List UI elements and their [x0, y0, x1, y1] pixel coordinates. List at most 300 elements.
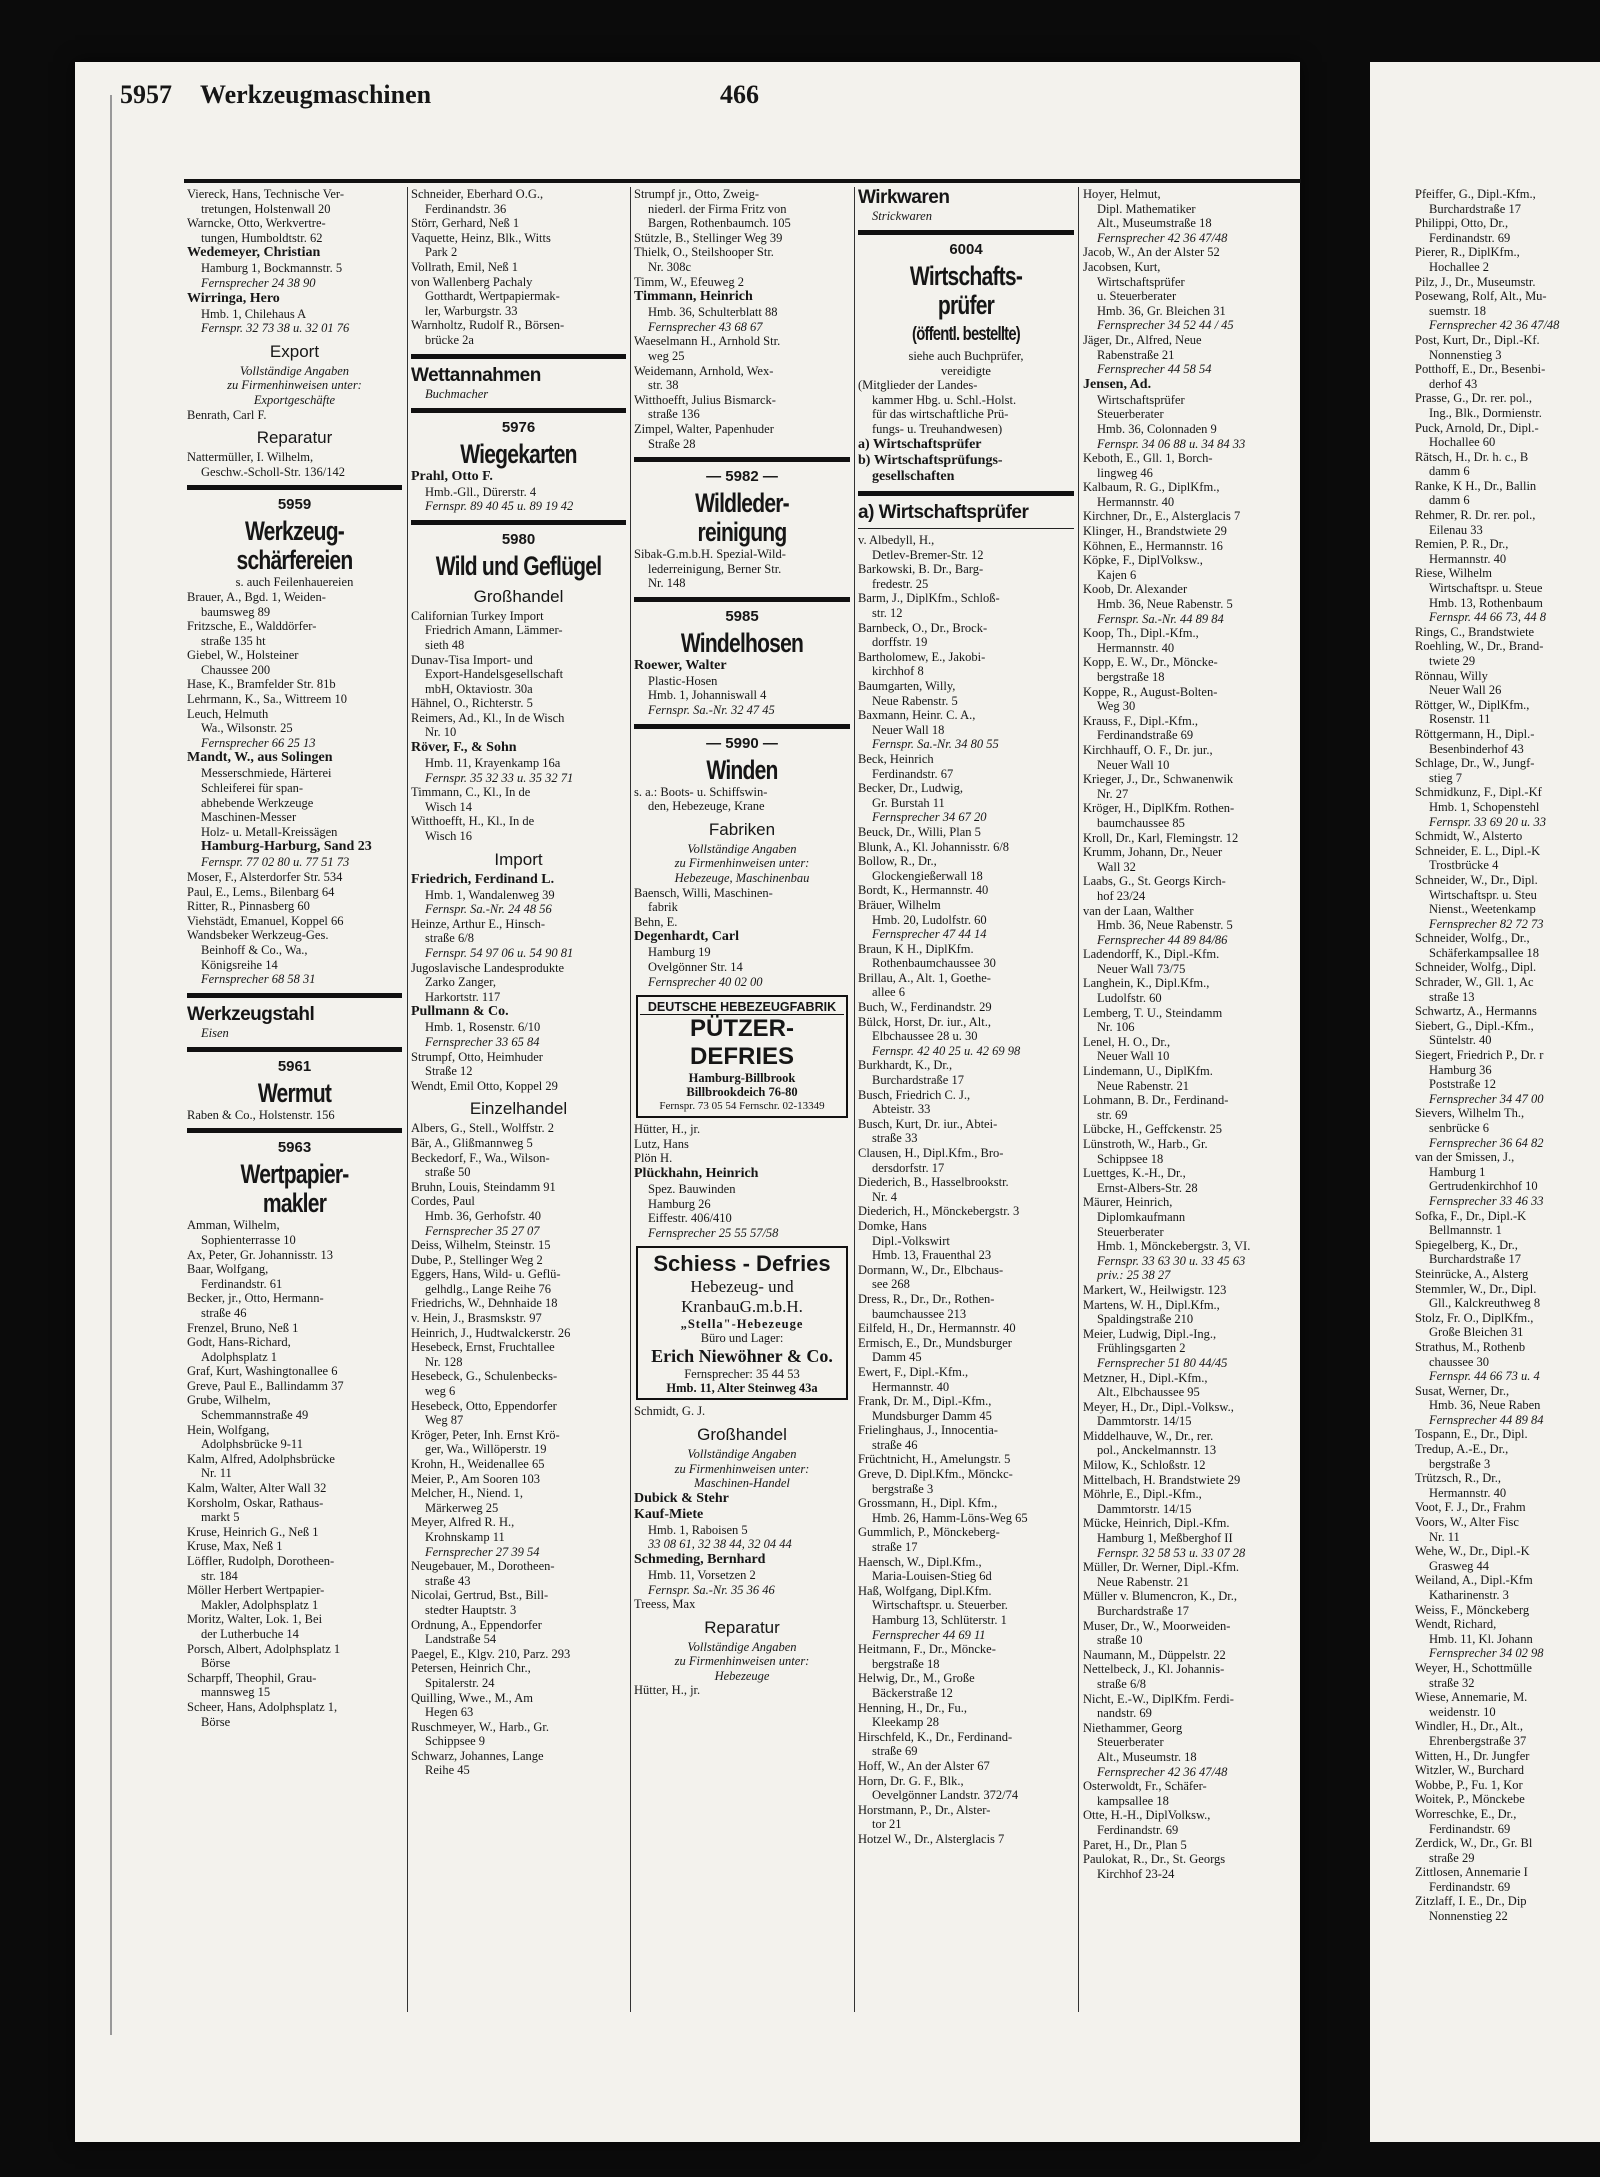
directory-entry-line: Fernspr. Sa.-Nr. 32 47 45 [648, 703, 775, 718]
directory-entry-line: Hamburg-Harburg, Sand 23 [201, 839, 372, 855]
directory-entry-line: Fernsprecher 42 36 47/48 [1097, 230, 1228, 245]
directory-entry-line: Moser, F., Alsterdorfer Str. 534 [187, 870, 343, 884]
directory-entry-line: Maria-Louisen-Stieg 6d [872, 1569, 992, 1584]
directory-entry-line: Jäger, Dr., Alfred, Neue [1083, 332, 1202, 347]
directory-entry-line: Schmidkunz, F., Dipl.-Kf [1415, 785, 1542, 800]
directory-entry-line: Roehling, W., Dr., Brand- [1415, 639, 1544, 654]
directory-entry-line: Gr. Burstah 11 [872, 795, 945, 810]
directory-entry-line: Meyer, Alfred R. H., [411, 1515, 515, 1530]
directory-entry-line: Adolphsplatz 1 [201, 1349, 278, 1364]
directory-entry-line: Siegert, Friedrich P., Dr. r [1415, 1048, 1544, 1063]
directory-entry-line: Witten, H., Dr. Jungfer [1415, 1748, 1530, 1763]
directory-entry-line: s. auch Feilenhauereien [235, 575, 354, 590]
directory-entry-line: Osterwoldt, Fr., Schäfer- [1083, 1779, 1207, 1794]
directory-entry-line: Grossmann, H., Dipl. Kfm., [858, 1496, 998, 1511]
directory-entry-line: Hoff, W., An der Alster 67 [858, 1758, 990, 1773]
directory-entry-line: Fernsprecher 34 67 20 [872, 810, 987, 825]
column-6 [1415, 187, 1600, 1924]
directory-entry-line: Beckedorf, F., Wa., Wilson- [411, 1150, 550, 1165]
directory-entry-line: Pilz, J., Dr., Museumstr. [1415, 274, 1536, 289]
directory-entry-line: straße 136 [648, 407, 700, 422]
directory-entry-line: Dube, P., Stellinger Weg 2 [411, 1252, 543, 1267]
directory-entry-line: Petersen, Heinrich Chr., [411, 1661, 531, 1676]
directory-entry-line: Waeselmann H., Arnhold Str. [634, 334, 781, 349]
category-number: 5959 [277, 496, 312, 514]
directory-entry-line: Hütter, H., jr. [634, 1683, 701, 1698]
directory-entry-line: Landstraße 54 [425, 1632, 497, 1647]
directory-entry-line: Zarko Zanger, [425, 975, 496, 990]
directory-entry-line: Prasse, G., Dr. rer. pol., [1415, 391, 1532, 406]
directory-entry-line: Hmb. 36, Schulterblatt 88 [648, 305, 778, 320]
directory-entry-line: Blunk, A., Kl. Johannisstr. 6/8 [858, 839, 1010, 854]
category-number: — 5990 — [706, 734, 778, 752]
category-heading: a) Wirtschaftsprüfer [858, 501, 1029, 523]
category-heading: Winden [706, 754, 778, 785]
directory-entry-line: Timmann, C., Kl., In de [411, 785, 531, 800]
directory-entry-line: Paul, E., Lems., Bilenbarg 64 [187, 884, 335, 899]
section-rule [634, 724, 850, 729]
directory-entry-line: Nicolai, Gertrud, Bst., Bill- [411, 1588, 549, 1603]
directory-entry-line: Diplomkaufmann [1097, 1209, 1186, 1224]
directory-entry-line: Fernsprecher 42 36 47/48 [1097, 1764, 1228, 1779]
category-subtitle: Buchmacher [425, 386, 489, 401]
directory-entry-line: Hmb. 11, Kl. Johann [1429, 1631, 1533, 1646]
directory-entry-line: gelhdlg., Lange Reihe 76 [425, 1281, 552, 1296]
directory-entry-line: Hermannstr. 40 [1429, 551, 1507, 566]
directory-entry-line: chaussee 30 [1429, 1354, 1490, 1369]
category-heading: Wertpapier- [240, 1159, 349, 1190]
directory-entry-line: Eilfeld, H., Dr., Hermannstr. 40 [858, 1321, 1016, 1336]
ad-line: DEUTSCHE HEBEZEUGFABRIK [640, 1000, 844, 1015]
directory-entry-line: Benrath, Carl F. [187, 407, 267, 422]
directory-entry-line: Nonnenstieg 3 [1429, 347, 1502, 362]
directory-entry-line: straße 17 [872, 1540, 918, 1555]
directory-entry-line: senbrücke 6 [1429, 1121, 1490, 1135]
directory-entry-line: Hmb. 20, Ludolfstr. 60 [872, 912, 987, 927]
directory-entry-line: van der Smissen, J., [1415, 1150, 1515, 1165]
directory-entry-line: fabrik [648, 900, 678, 915]
column-divider [1078, 187, 1079, 2012]
directory-entry-line: Schneider, Wolfg., Dipl. [1415, 960, 1537, 975]
directory-entry-line: den, Hebezeuge, Krane [648, 799, 765, 814]
directory-entry-line: Helwig, Dr., M., Große [858, 1671, 975, 1686]
directory-entry-line: Steuerberater [1097, 407, 1164, 422]
directory-entry-line: Ermisch, E., Dr., Mundsburger [858, 1335, 1012, 1350]
directory-entry-line: Schwartz, A., Hermanns [1415, 1004, 1537, 1019]
directory-entry-line: Wiese, Annemarie, M. [1415, 1690, 1528, 1705]
directory-entry-line: Friedrich Amann, Lämmer- [425, 623, 563, 638]
directory-entry-line: Vollständige Angaben [239, 363, 350, 378]
directory-entry-line: tungen, Humboldtstr. 62 [201, 230, 323, 245]
directory-entry-line: Mücke, Heinrich, Dipl.-Kfm. [1083, 1516, 1230, 1531]
directory-entry-line: Kirchhauff, O. F., Dr. jur., [1083, 742, 1213, 757]
directory-entry-line: bergstraße 18 [1097, 670, 1165, 684]
directory-entry-line: Lübcke, H., Geffckenstr. 25 [1083, 1122, 1222, 1137]
directory-entry-line: Schemmannstraße 49 [201, 1408, 309, 1423]
directory-entry-line: Chaussee 200 [201, 662, 271, 677]
directory-entry-line: Strumpf, Otto, Heimhuder [411, 1049, 543, 1064]
section-rule [634, 457, 850, 462]
directory-entry-line: Müller, Dr. Werner, Dipl.-Kfm. [1083, 1560, 1240, 1575]
directory-entry-line: Grasweg 44 [1429, 1558, 1490, 1573]
directory-entry-line: Schleiferei für span- [201, 781, 304, 796]
directory-entry-line: Löffler, Rudolph, Dorotheen- [187, 1554, 335, 1568]
directory-entry-line: von Wallenberg Pachaly [411, 274, 533, 289]
category-heading: reinigung [697, 517, 787, 548]
directory-entry-line: Weiland, A., Dipl.-Kfm [1415, 1573, 1533, 1588]
directory-entry-line: Neuer Wall 18 [872, 722, 945, 737]
directory-entry-line: Hein, Wolfgang, [187, 1422, 270, 1437]
directory-entry-line: stedter Hauptstr. 3 [425, 1602, 517, 1617]
directory-entry-line: Nr. 106 [1097, 1020, 1135, 1035]
directory-entry-line: Friedrich, Ferdinand L. [411, 871, 555, 887]
directory-entry-line: b) Wirtschaftsprüfungs- [858, 452, 1003, 468]
directory-entry-line: Hamburg 19 [648, 945, 711, 960]
directory-entry-line: Philippi, Otto, Dr., [1415, 216, 1509, 231]
directory-entry-line: Schneider, W., Dr., Dipl. [1415, 872, 1538, 887]
directory-entry-line: Korsholm, Oskar, Rathaus- [187, 1495, 324, 1510]
subsection-heading: Großhandel [473, 586, 564, 606]
directory-entry-line: Heinrich, J., Hudtwalckerstr. 26 [411, 1325, 571, 1340]
directory-entry-line: Fernspr. 44 66 73 u. 4 [1429, 1369, 1540, 1384]
directory-entry-line: Hähnel, O., Richterstr. 5 [411, 696, 533, 711]
directory-entry-line: Otte, H.-H., DiplVolksw., [1083, 1808, 1211, 1823]
directory-entry-line: Witzler, W., Burchard [1415, 1763, 1525, 1778]
directory-entry-line: Moritz, Walter, Lok. 1, Bei [187, 1612, 323, 1627]
directory-entry-line: weg 6 [425, 1384, 456, 1399]
directory-entry-line: Fernsprecher 34 02 98 [1429, 1646, 1544, 1661]
ad-line: Fernsprecher: 35 44 53 [684, 1367, 800, 1382]
directory-entry-line: Exportgeschäfte [253, 392, 336, 407]
directory-entry-line: Hmb. 11, Vorsetzen 2 [648, 1567, 756, 1582]
ad-brand: PÜTZER-DEFRIES [689, 1015, 794, 1071]
column-divider [407, 187, 408, 2012]
directory-entry-line: Quilling, Wwe., M., Am [411, 1690, 533, 1705]
directory-entry-line: Adolphsbrücke 9-11 [201, 1437, 303, 1452]
ad-line: KranbauG.m.b.H. [681, 1297, 803, 1317]
directory-entry-line: baumchaussee 85 [1097, 815, 1185, 830]
directory-entry-line: Hmb. 36, Gerhofstr. 40 [425, 1208, 541, 1223]
directory-entry-line: Fernsprecher 25 55 57/58 [648, 1225, 779, 1240]
directory-entry-line: Krohnskamp 11 [425, 1529, 505, 1544]
directory-entry-line: Beck, Heinrich [858, 751, 934, 766]
directory-entry-line: Dammtorstr. 14/15 [1097, 1414, 1192, 1429]
header-rule [184, 179, 1301, 183]
directory-entry-line: Königsreihe 14 [201, 957, 278, 972]
directory-entry-line: Fernspr. 44 66 73, 44 8 [1429, 610, 1547, 625]
directory-entry-line: Rabenstraße 21 [1097, 347, 1175, 362]
directory-entry-line: Fernsprecher 82 72 73 [1429, 916, 1544, 931]
category-heading: schärfereien [236, 545, 353, 576]
directory-entry-line: Viereck, Hans, Technische Ver- [187, 187, 344, 201]
directory-entry-line: Nonnenstieg 22 [1429, 1909, 1508, 1924]
directory-entry-line: kirchhof 8 [872, 664, 924, 679]
directory-entry-line: Wehe, W., Dr., Dipl.-K [1415, 1544, 1530, 1559]
subsection-heading: Großhandel [697, 1424, 787, 1444]
directory-entry-line: Nr. 27 [1097, 786, 1129, 801]
directory-entry-line: Poststraße 12 [1429, 1077, 1497, 1092]
directory-entry-line: straße 33 [872, 1131, 918, 1146]
directory-entry-line: Eiffestr. 406/410 [648, 1211, 732, 1226]
directory-entry-line: Besenbinderhof 43 [1429, 741, 1524, 756]
directory-entry-line: straße 46 [872, 1437, 918, 1452]
directory-entry-line: Schrader, W., Gll. 1, Ac [1415, 975, 1534, 990]
directory-entry-line: Dipl.-Volkswirt [872, 1233, 950, 1248]
directory-entry-line: Fernsprecher 36 64 82 [1429, 1135, 1544, 1150]
directory-entry-line: fredestr. 25 [872, 576, 929, 591]
directory-entry-line: Meier, P., Am Sooren 103 [411, 1471, 541, 1486]
directory-entry-line: Keboth, E., Gll. 1, Borch- [1083, 451, 1213, 466]
directory-entry-line: Hegen 63 [425, 1705, 474, 1720]
directory-entry-line: Nr. 10 [425, 725, 457, 740]
directory-entry-line: Katharinenstr. 3 [1429, 1588, 1509, 1602]
directory-entry-line: Fritzsche, E., Walddörfer- [187, 619, 317, 634]
directory-entry-line: dersdorfstr. 17 [872, 1160, 945, 1175]
directory-entry-line: Kirchner, Dr., E., Alsterglacis 7 [1083, 509, 1241, 524]
directory-entry-line: Baensch, Willi, Maschinen- [634, 885, 773, 900]
directory-entry-line: Stemmler, W., Dr., Dipl. [1415, 1281, 1537, 1296]
directory-entry-line: Straße 28 [648, 436, 696, 451]
directory-entry-line: Kopp, E. W., Dr., Möncke- [1083, 655, 1218, 670]
directory-entry-line: Plückhahn, Heinrich [634, 1165, 759, 1181]
directory-entry-line: str. 184 [201, 1568, 238, 1583]
directory-entry-line: brücke 2a [425, 332, 474, 347]
directory-entry-line: Porsch, Albert, Adolphsplatz 1 [187, 1641, 341, 1656]
directory-entry-line: Schmeding, Bernhard [634, 1551, 766, 1567]
directory-entry-line: Burkhardt, K., Dr., [858, 1058, 953, 1073]
directory-entry-line: Fernsprecher 68 58 31 [201, 972, 316, 987]
directory-entry-line: Ehrenbergstraße 37 [1429, 1733, 1527, 1748]
directory-entry-line: Milow, K., Schloßstr. 12 [1083, 1458, 1206, 1473]
directory-entry-line: weidenstr. 10 [1429, 1704, 1496, 1719]
directory-entry-line: Hamburg 1, Bockmannstr. 5 [201, 261, 343, 276]
directory-entry-line: Kauf-Miete [634, 1506, 704, 1522]
directory-entry-line: Ovelgönner Str. 14 [648, 960, 743, 974]
directory-entry-line: Beinhoff & Co., Wa., [201, 942, 308, 957]
directory-entry-line: Markert, W., Heilwigstr. 123 [1083, 1282, 1227, 1297]
directory-entry-line: gesellschaften [872, 468, 955, 484]
directory-entry-line: Diederich, B., Hasselbrookstr. [858, 1175, 1009, 1190]
directory-entry-line: Lohmann, B. Dr., Ferdinand- [1083, 1093, 1229, 1108]
directory-entry-line: straße 13 [1429, 989, 1475, 1004]
directory-entry-line: Hermannstr. 40 [1429, 1485, 1507, 1500]
directory-entry-line: Geschw.-Scholl-Str. 136/142 [201, 464, 345, 479]
directory-entry-line: Fernsprecher 47 44 14 [872, 927, 987, 942]
directory-entry-line: Fernspr. 33 63 30 u. 33 45 63 [1097, 1253, 1246, 1268]
directory-entry-line: Eilenau 33 [1429, 522, 1483, 537]
directory-entry-line: Haensch, W., Dipl.Kfm., [858, 1554, 982, 1569]
subsection-heading: Export [269, 341, 320, 361]
directory-entry-line: Vollständige Angaben [687, 1639, 797, 1654]
directory-entry-line: Ferdinandstr. 69 [1429, 230, 1511, 245]
directory-entry-line: Leuch, Helmuth [187, 706, 269, 721]
directory-entry-line: Ordnung, A., Eppendorfer [411, 1617, 542, 1632]
directory-entry-line: Wirtschaftspr. u. Steuerber. [872, 1598, 1008, 1613]
directory-entry-line: Hamburg 1 [1429, 1164, 1486, 1179]
directory-entry-line: Neue Rabenstr. 21 [1097, 1078, 1189, 1093]
directory-entry-line: Möller Herbert Wertpapier- [187, 1583, 325, 1598]
directory-entry-line: Fernsprecher 33 46 33 [1429, 1193, 1544, 1208]
category-number: 5963 [277, 1139, 312, 1157]
directory-entry-line: zu Firmenhinweisen unter: [674, 1654, 810, 1669]
directory-entry-line: Raben & Co., Holstenstr. 156 [187, 1107, 335, 1122]
section-rule [187, 1128, 402, 1133]
directory-entry-line: Nr. 148 [648, 576, 686, 591]
directory-entry-line: Woitek, P., Mönckebe [1415, 1792, 1525, 1807]
column-3 [634, 187, 850, 1698]
directory-entry-line: Kroll, Dr., Karl, Flemingstr. 12 [1083, 830, 1239, 845]
directory-entry-line: Bargen, Rothenbaumch. 105 [648, 216, 791, 231]
directory-entry-line: Giebel, W., Holsteiner [187, 648, 299, 663]
directory-entry-line: Köhnen, E., Hermannstr. 16 [1083, 538, 1223, 553]
directory-entry-line: Hmb. 1, Mönckebergstr. 3, VI. [1097, 1239, 1251, 1254]
directory-entry-line: Fernsprecher 35 27 07 [425, 1223, 540, 1238]
directory-entry-line: Alt., Museumstr. 18 [1097, 1749, 1197, 1764]
directory-entry-line: mbH, Oktaviostr. 30a [425, 681, 533, 696]
directory-entry-line: Kajen 6 [1097, 567, 1137, 582]
directory-entry-line: Grube, Wilhelm, [187, 1393, 271, 1408]
directory-entry-line: niederl. der Firma Fritz von [648, 201, 787, 216]
directory-entry-line: Steinrücke, A., Alsterg [1415, 1266, 1529, 1281]
directory-entry-line: Kruse, Max, Neß 1 [187, 1539, 283, 1554]
directory-entry-line: Hesebeck, Ernst, Fruchtallee [411, 1340, 555, 1355]
directory-entry-line: Scheer, Hans, Adolphsplatz 1, [187, 1699, 338, 1714]
directory-entry-line: Bruhn, Louis, Steindamm 91 [411, 1179, 556, 1194]
directory-entry-line: str. 38 [648, 378, 679, 393]
directory-entry-line: Reimers, Ad., Kl., In de Wisch [411, 710, 565, 725]
directory-entry-line: Ferdinandstr. 67 [872, 766, 954, 781]
directory-entry-line: Maschinen-Messer [201, 810, 297, 825]
directory-entry-line: u. Steuerberater [1097, 289, 1177, 304]
directory-entry-line: Vollrath, Emil, Neß 1 [411, 259, 519, 274]
directory-entry-line: Hmb. 1, Rosenstr. 6/10 [425, 1020, 541, 1035]
directory-entry-line: Gotthardt, Wertpapiermak- [425, 289, 560, 304]
directory-entry-line: ger, Wa., Willöperstr. 19 [425, 1442, 547, 1457]
directory-entry-line: Schippsee 9 [425, 1734, 486, 1749]
directory-entry-line: Fernsprecher 34 47 00 [1429, 1091, 1544, 1106]
directory-entry-line: Hmb. 13, Frauenthal 23 [872, 1248, 992, 1263]
directory-entry-line: Kröger, H., DiplKfm. Rothen- [1083, 801, 1235, 816]
section-code: 5957 [120, 80, 172, 109]
directory-entry-line: Sophienterrasse 10 [201, 1232, 296, 1247]
directory-entry-line: Sofka, F., Dr., Dipl.-K [1415, 1208, 1527, 1223]
directory-entry-line: Langhein, K., Dipl.Kfm., [1083, 976, 1210, 991]
directory-entry-line: Alt., Museumstraße 18 [1097, 216, 1212, 231]
directory-entry-line: Neuer Wall 10 [1097, 1049, 1170, 1064]
section-rule [187, 485, 402, 490]
directory-entry-line: see 268 [872, 1277, 910, 1292]
subsection-heading: Fabriken [708, 819, 776, 839]
directory-entry-line: Fernsprecher 24 38 90 [201, 275, 316, 290]
directory-entry-line: Hamburg 13, Schlüterstr. 1 [872, 1613, 1007, 1627]
section-rule [187, 993, 402, 998]
directory-entry-line: Hmb. 36, Gr. Bleichen 31 [1097, 303, 1226, 318]
directory-entry-line: Nienst., Weetenkamp [1429, 902, 1536, 917]
directory-entry-line: Martens, W. H., Dipl.Kfm., [1083, 1297, 1220, 1312]
directory-entry-line: Kalbaum, R. G., DiplKfm., [1083, 480, 1220, 495]
category-subheading: (öffentl. bestellte) [912, 324, 1020, 345]
directory-entry-line: Paegel, E., Klgv. 210, Parz. 293 [411, 1646, 571, 1661]
directory-entry-line: Koob, Dr. Alexander [1083, 582, 1188, 597]
directory-entry-line: Damm 45 [872, 1350, 922, 1365]
directory-entry-line: Hermannstr. 40 [872, 1379, 950, 1394]
directory-entry-line: straße 46 [201, 1305, 247, 1320]
directory-entry-line: Heitmann, F., Dr., Möncke- [858, 1642, 996, 1657]
directory-entry-line: Paulokat, R., Dr., St. Georgs [1083, 1852, 1226, 1867]
directory-entry-line: Wisch 14 [425, 799, 473, 814]
directory-entry-line: Bäckerstraße 12 [872, 1685, 953, 1700]
directory-entry-line: Beuck, Dr., Willi, Plan 5 [858, 824, 981, 839]
directory-entry-line: Steuerberater [1097, 1735, 1164, 1750]
directory-entry-line: Cordes, Paul [411, 1194, 475, 1209]
subsection-heading: Reparatur [704, 1617, 780, 1637]
directory-entry-line: Paret, H., Dr., Plan 5 [1083, 1837, 1187, 1852]
section-rule [411, 354, 626, 359]
category-heading: Windelhosen [680, 627, 804, 658]
directory-entry-line: markt 5 [201, 1510, 240, 1525]
directory-entry-line: Hotzel W., Dr., Alsterglacis 7 [858, 1831, 1005, 1846]
directory-entry-line: bergstraße 3 [1429, 1456, 1491, 1471]
directory-entry-line: Kirchhof 23-24 [1097, 1866, 1175, 1881]
directory-entry-line: Nr. 128 [425, 1354, 463, 1369]
directory-entry-line: Baar, Wolfgang, [187, 1262, 269, 1277]
directory-entry-line: Hesebeck, Otto, Eppendorfer [411, 1398, 557, 1413]
directory-entry-line: Ranke, K H., Dr., Ballin [1415, 478, 1537, 493]
directory-entry-line: abhebende Werkzeuge [201, 795, 314, 810]
directory-entry-line: Tospann, E., Dr., Dipl. [1415, 1427, 1528, 1442]
directory-entry-line: bergstraße 18 [872, 1656, 940, 1671]
directory-entry-line: Nr. 11 [201, 1466, 232, 1481]
directory-entry-line: Märkerweg 25 [425, 1500, 499, 1515]
directory-entry-line: Middelhauve, W., Dr., rer. [1083, 1428, 1214, 1443]
category-heading: Wirkwaren [858, 187, 950, 208]
directory-entry-line: Vollständige Angaben [687, 1446, 797, 1461]
directory-entry-line: allee 6 [872, 985, 905, 1000]
directory-entry-line: Neue Rabenstr. 21 [1097, 1574, 1189, 1589]
directory-entry-line: Viehstädt, Emanuel, Koppel 66 [187, 913, 344, 928]
directory-entry-line: Fernspr. Sa.-Nr. 35 36 46 [648, 1582, 775, 1597]
directory-entry-line: Ferdinandstr. 36 [425, 201, 507, 216]
directory-entry-line: Frenzel, Bruno, Neß 1 [187, 1320, 299, 1335]
directory-entry-line: Weg 30 [1097, 699, 1136, 714]
section-rule [411, 408, 626, 413]
directory-entry-line: Fernspr. 32 58 53 u. 33 07 28 [1097, 1545, 1246, 1560]
directory-entry-line: Bartholomew, E., Jakobi- [858, 649, 986, 664]
directory-entry-line: Harkortstr. 117 [425, 989, 501, 1004]
directory-entry-line: Vollständige Angaben [687, 841, 797, 856]
directory-entry-line: Lutz, Hans [634, 1136, 689, 1151]
directory-entry-line: Hebezeuge, Maschinenbau [674, 871, 810, 886]
directory-entry-line: Koppe, R., August-Bolten- [1083, 684, 1218, 699]
directory-entry-line: Fernsprecher 27 39 54 [425, 1544, 540, 1559]
directory-entry-line: Möhrle, E., Dipl.-Kfm., [1083, 1487, 1202, 1502]
directory-entry-line: Mundsburger Damm 45 [872, 1408, 992, 1423]
directory-entry-line: Wendt, Richard, [1415, 1617, 1497, 1632]
directory-entry-line: Spaldingstraße 210 [1097, 1312, 1194, 1327]
directory-entry-line: Ferdinandstr. 69 [1429, 1879, 1511, 1894]
directory-entry-line: Gertrudenkirchhof 10 [1429, 1179, 1538, 1194]
directory-entry-line: Busch, Friedrich C. J., [858, 1087, 971, 1102]
directory-entry-line: Frielinghaus, J., Innocentia- [858, 1423, 998, 1438]
directory-entry-line: straße 32 [1429, 1675, 1475, 1690]
directory-entry-line: Buch, W., Ferdinandstr. 29 [858, 1000, 992, 1015]
directory-entry-line: Kalm, Alfred, Adolphsbrücke [187, 1451, 335, 1466]
directory-entry-line: Nr. 4 [872, 1189, 897, 1204]
directory-entry-line: Krauss, F., Dipl.-Kfm., [1083, 713, 1198, 728]
directory-entry-line: Greve, D. Dipl.Kfm., Mönckc- [858, 1467, 1013, 1482]
ad-line: Erich Niewöhner & Co. [651, 1346, 833, 1367]
directory-entry-line: Fernspr. Sa.-Nr. 44 89 84 [1097, 611, 1224, 626]
